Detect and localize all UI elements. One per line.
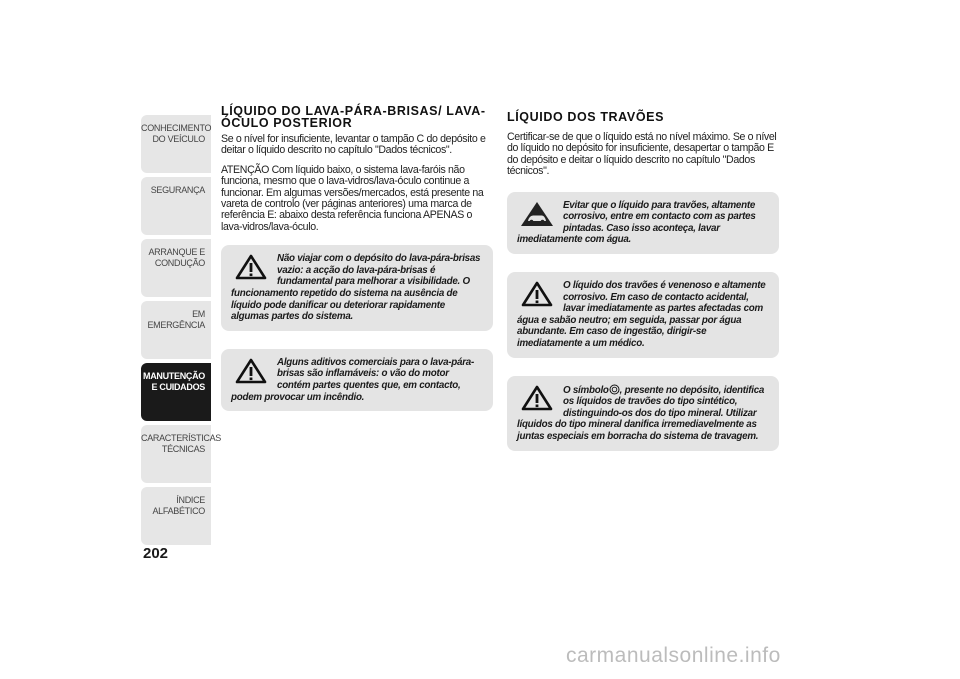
watermark: carmanualsonline.info [566, 644, 781, 667]
caution-box-painted-parts [507, 192, 779, 254]
left-column [221, 105, 493, 429]
warning-box-empty-reservoir [221, 245, 493, 331]
right-column [507, 105, 779, 469]
tab-arranque-e-conducao[interactable]: ARRANQUE E CONDUÇÃO [141, 239, 211, 297]
brake-paragraph-1: Certificar-se de que o líquido está no nível máximo. Se o nível do líquido no depósito for insuficiente, desapertar o tampão E do depósito e deitar o líquido descrito no capítulo "Dados técnicos". [507, 131, 777, 178]
warning-box-flammable-additives [221, 349, 493, 411]
tab-conhecimento-do-veiculo[interactable]: CONHECIMENTO DO VEÍCULO [141, 115, 211, 173]
tab-indice-alfabetico[interactable]: ÍNDICE ALFABÉTICO [141, 487, 211, 545]
warning-box-synthetic-symbol [507, 376, 779, 451]
warning-text-poisonous: O líquido dos travões é venenoso e altamente corrosivo. Em caso de contacto acidental, lavar imediatamente as partes afectadas com água e sabão neutro; em seguida, passar por água abundante. Em caso de ingestão, dirigir-se imediatamente a um médico. [517, 280, 766, 349]
warning-triangle-icon [231, 358, 271, 384]
caution-text-painted-parts: Evitar que o líquido para travões, altamente corrosivo, entre em contacto com as partes pintadas. Caso isso aconteça, lavar imediatamente com água. [517, 199, 756, 246]
warning-text-synthetic-symbol: O símbolo , presente no depósito, identifica os líquidos de travões do tipo sintético, distinguindo-os dos do tipo mineral. Utilizar líquidos do tipo mineral danifica irremediavelmente as juntas especiais em borracha do sistema de travagem. [517, 384, 765, 442]
synthetic-fluid-symbol-icon [609, 384, 620, 395]
page-number: 202 [143, 545, 169, 562]
warning-text-empty-reservoir: Não viajar com o depósito do lava-pára-brisas vazio: a acção do lava-pára-brisas é fundamental para melhorar a visibilidade. O funcionamento repetido do sistema na ausência de líquido pode danificar ou deteriorar rapidamente algumas partes do sistema. [231, 253, 481, 323]
washer-paragraph-1: Se o nível for insuficiente, levantar o tampão C do depósito e deitar o líquido descrito no capítulo "Dados técnicos". [221, 133, 486, 157]
warning-triangle-icon [231, 254, 271, 280]
tab-em-emergencia[interactable]: EM EMERGÊNCIA [141, 301, 211, 359]
warning-triangle-icon [517, 281, 557, 307]
car-paint-caution-icon [517, 201, 557, 227]
warning-text-flammable-additives: Alguns aditivos comerciais para o lava-pára-brisas são inflamáveis: o vão do motor contém partes quentes que, em contacto, podem provocar um incêndio. [231, 356, 474, 403]
section-title-brake-fluid: LÍQUIDO DOS TRAVÕES [507, 110, 665, 124]
section-title-washer-fluid: LÍQUIDO DO LAVA-PÁRA-BRISAS/ LAVA-ÓCULO POSTERIOR [221, 104, 486, 130]
warning-box-poisonous [507, 272, 779, 358]
tab-seguranca[interactable]: SEGURANÇA [141, 177, 211, 235]
warning-triangle-icon [517, 385, 557, 411]
tab-manutencao-e-cuidados[interactable]: MANUTENÇÃO E CUIDADOS [141, 363, 211, 421]
tab-caracteristicas-tecnicas[interactable]: CARACTERÍSTICAS TÉCNICAS [141, 425, 211, 483]
washer-paragraph-2: ATENÇÃO Com líquido baixo, o sistema lava-faróis não funciona, mesmo que o lava-vidros/lava-óculo continue a funcionar. Em algumas versões/mercados, está presente na vareta de controlo (ver páginas anteriores) uma marca de referência E: abaixo desta referência funciona APENAS o lava-vidros/lava-óculo. [221, 163, 484, 233]
